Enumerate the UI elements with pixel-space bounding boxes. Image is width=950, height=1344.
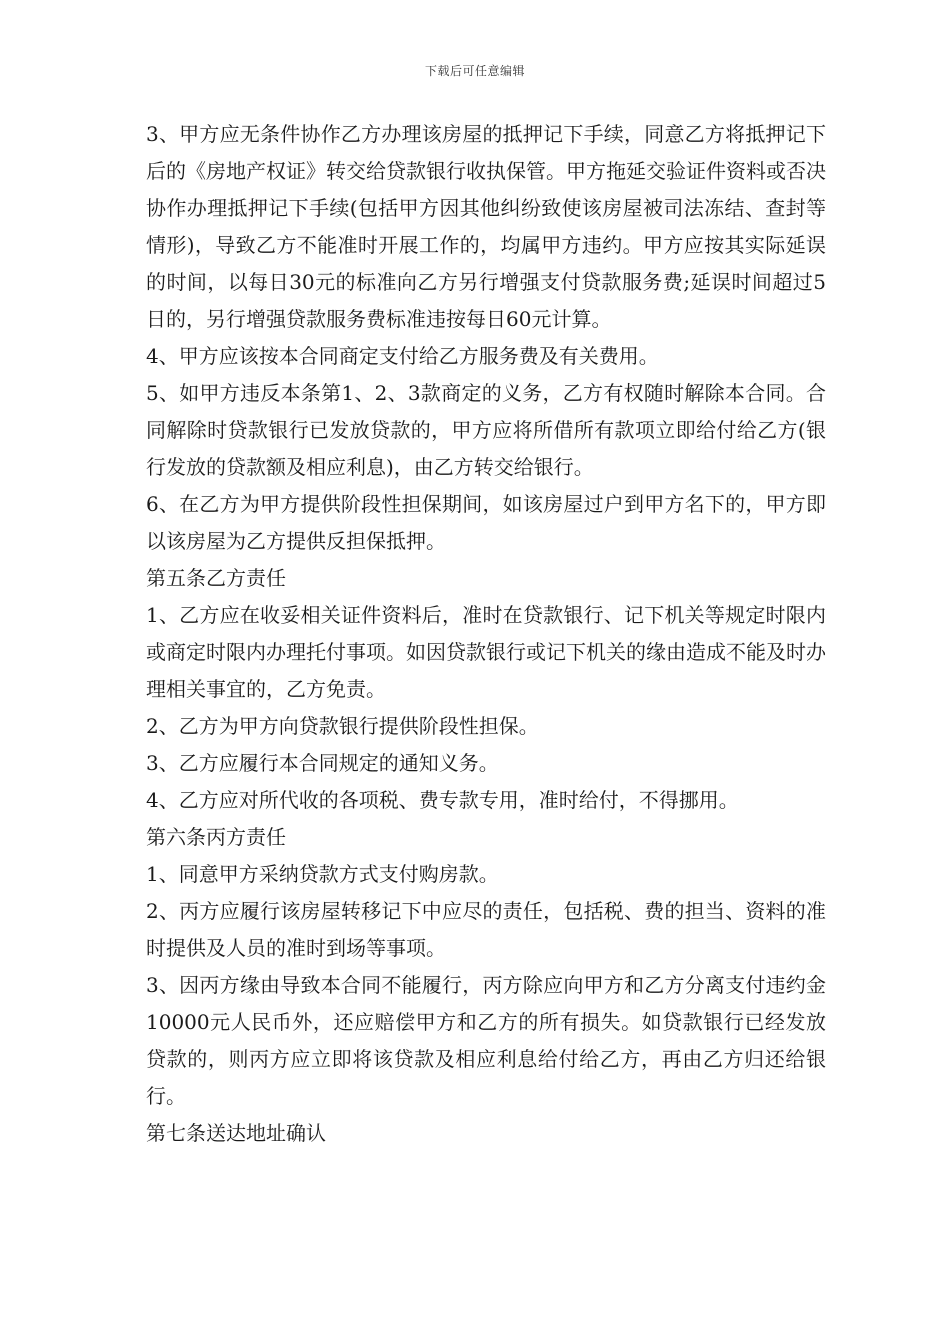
clause-6-counter-guarantee: 6、在乙方为甲方提供阶段性担保期间，如该房屋过户到甲方名下的，甲方即以该房屋为乙方提供反担保抵押。 xyxy=(146,492,826,553)
section-heading-article-6: 第六条丙方责任 xyxy=(146,825,286,849)
article-5-item-1: 1、乙方应在收妥相关证件资料后，准时在贷款银行、记下机关等规定时限内或商定时限内办理托付事项。如因贷款银行或记下机关的缘由造成不能及时办理相关事宜的，乙方免责。 xyxy=(146,603,826,701)
article-6-item-3: 3、因丙方缘由导致本合同不能履行，丙方除应向甲方和乙方分离支付违约金10000元人民币外，还应赔偿甲方和乙方的所有损失。如贷款银行已经发放贷款的，则丙方应立即将该贷款及相应利息给付给乙方，再由乙方归还给银行。 xyxy=(146,973,826,1108)
clause-4-service-fee: 4、甲方应该按本合同商定支付给乙方服务费及有关费用。 xyxy=(146,344,659,368)
article-6-item-1: 1、同意甲方采纳贷款方式支付购房款。 xyxy=(146,862,499,886)
article-5-item-3: 3、乙方应履行本合同规定的通知义务。 xyxy=(146,751,499,775)
document-body xyxy=(146,116,826,1152)
section-heading-article-5: 第五条乙方责任 xyxy=(146,566,286,590)
clause-5-termination: 5、如甲方违反本条第1、2、3款商定的义务，乙方有权随时解除本合同。合同解除时贷款银行已发放贷款的，甲方应将所借所有款项立即给付给乙方(银行发放的贷款额及相应利息)，由乙方转交给银行。 xyxy=(146,381,826,479)
page-header: 下载后可任意编辑 xyxy=(424,64,525,78)
section-heading-article-7: 第七条送达地址确认 xyxy=(146,1121,326,1145)
article-5-item-2: 2、乙方为甲方向贷款银行提供阶段性担保。 xyxy=(146,714,539,738)
article-5-item-4: 4、乙方应对所代收的各项税、费专款专用，准时给付，不得挪用。 xyxy=(146,788,739,812)
article-6-item-2: 2、丙方应履行该房屋转移记下中应尽的责任，包括税、费的担当、资料的准时提供及人员的准时到场等事项。 xyxy=(146,899,826,960)
clause-3-mortgage-registration: 3、甲方应无条件协作乙方办理该房屋的抵押记下手续，同意乙方将抵押记下后的《房地产权证》转交给贷款银行收执保管。甲方拖延交验证件资料或否决协作办理抵押记下手续(包括甲方因其他纠纷致使该房屋被司法冻结、查封等情形)，导致乙方不能准时开展工作的，均属甲方违约。甲方应按其实际延误的时间，以每日30元的标准向乙方另行增强支付贷款服务费;延误时间超过5日的，另行增强贷款服务费标准违按每日60元计算。 xyxy=(146,122,826,331)
